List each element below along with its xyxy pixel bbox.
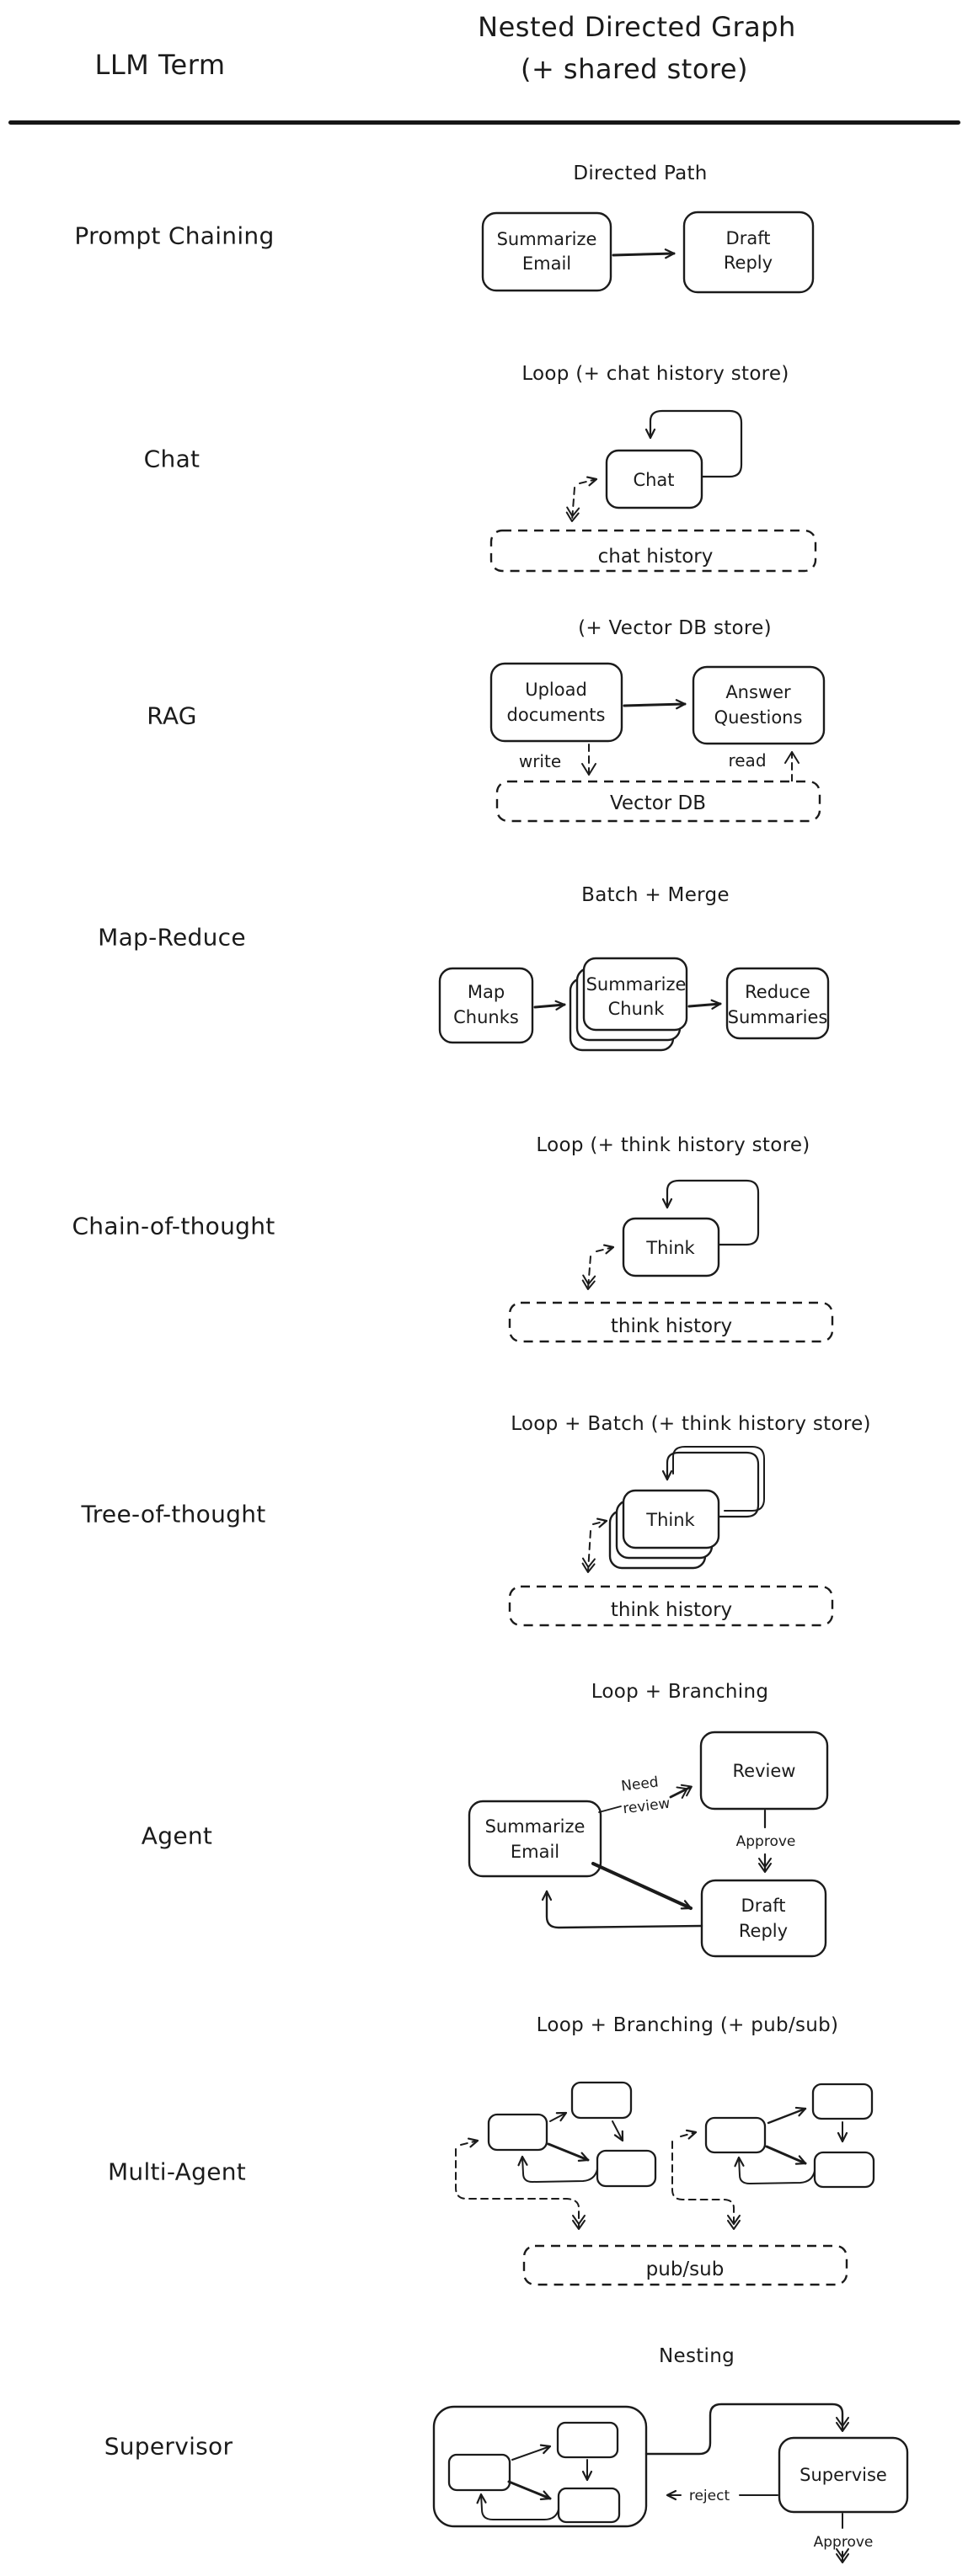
diagram-tree-of-thought	[472, 1432, 876, 1638]
diagram-prompt-chaining	[455, 194, 859, 312]
term-chain-of-thought: Chain-of-thought	[72, 1212, 275, 1240]
reduce-summaries-node	[727, 968, 828, 1038]
think-node-tree-label: Think	[646, 1510, 695, 1530]
header-term-column-label: LLM Term	[94, 49, 226, 81]
read-edge-label: read	[728, 750, 767, 771]
chat-node-label: Chat	[633, 470, 675, 490]
upload-documents-label-line1: Upload	[525, 680, 587, 700]
think-to-store-dashed-arrow	[588, 1256, 591, 1288]
approve-edge-label: Approve	[735, 1833, 796, 1850]
diagram-supervisor	[421, 2392, 944, 2576]
think-node-label: Think	[646, 1238, 695, 1258]
summarize-chunk-label-line1: Summarize	[586, 974, 687, 995]
write-edge-label: write	[518, 751, 562, 771]
diagram-multi-agent	[447, 2072, 918, 2291]
pattern-title-loop-batch-think-history: Loop + Batch (+ think history store)	[511, 1413, 871, 1435]
diagram-chat	[472, 392, 859, 598]
arrow-summarize-to-draft-agent	[593, 1864, 691, 1908]
think-history-store-label: think history	[610, 1315, 733, 1337]
agent1-top-node	[572, 2083, 631, 2118]
think-history-store-label-tree: think history	[610, 1599, 733, 1621]
nested-top-node	[558, 2423, 618, 2457]
summarize-chunk-label-line2: Chunk	[607, 999, 665, 1019]
map-chunks-label-line2: Chunks	[453, 1007, 519, 1027]
agent2-left-to-bottom-arrow	[767, 2147, 805, 2163]
chat-to-store-dashed-arrow	[572, 488, 575, 520]
term-map-reduce: Map-Reduce	[98, 923, 246, 952]
pattern-title-vector-db-store: (+ Vector DB store)	[578, 617, 772, 639]
summarize-email-agent-label-line2: Email	[510, 1842, 560, 1862]
agent1-left-to-top-arrow	[550, 2113, 566, 2121]
vector-db-store-label: Vector DB	[609, 792, 707, 814]
summarize-email-label-line2: Email	[521, 253, 572, 274]
chat-entry-dashed-arrow	[580, 479, 596, 483]
answer-questions-label-line2: Questions	[714, 707, 803, 728]
arrow-need-review-to-review	[671, 1787, 691, 1797]
term-tree-of-thought: Tree-of-thought	[81, 1500, 266, 1528]
pattern-title-loop-think-history: Loop (+ think history store)	[536, 1134, 810, 1156]
think-tree-entry-dashed-arrow	[593, 1521, 607, 1524]
header-divider	[8, 120, 960, 125]
diagram-chain-of-thought	[472, 1171, 876, 1347]
upload-documents-node	[491, 664, 622, 741]
approve-edge-label-supervisor: Approve	[813, 2534, 874, 2551]
summarize-email-agent-label-line1: Summarize	[484, 1816, 586, 1837]
summarize-email-label-line1: Summarize	[496, 229, 597, 249]
agent2-top-node	[813, 2084, 872, 2119]
nested-left-node	[449, 2455, 510, 2490]
answer-questions-node	[693, 667, 824, 744]
agent2-left-to-top-arrow	[768, 2109, 805, 2123]
arrow-summarize-to-draft	[613, 253, 674, 255]
chat-history-store-label: chat history	[597, 546, 714, 568]
draft-reply-node-agent	[702, 1880, 826, 1956]
upload-documents-label-line2: documents	[506, 705, 606, 725]
return-arrow-draft-to-summarize	[547, 1891, 702, 1928]
header-graph-column-label-line1: Nested Directed Graph	[478, 11, 796, 43]
think-entry-dashed-arrow	[596, 1247, 613, 1251]
draft-reply-agent-label-line1: Draft	[741, 1896, 786, 1916]
draft-reply-label-line2: Reply	[723, 253, 773, 273]
arrow-upload-to-answer	[624, 704, 685, 706]
pattern-title-loop-chat-history: Loop (+ chat history store)	[521, 363, 789, 385]
answer-questions-label-line1: Answer	[725, 682, 791, 702]
agent2-bottom-node	[815, 2152, 874, 2187]
agent1-left-to-bottom-arrow	[548, 2144, 588, 2160]
review-label: Review	[732, 1761, 796, 1781]
pattern-title-nesting: Nesting	[658, 2345, 735, 2367]
agent1-entry-dashed-arrow	[461, 2141, 478, 2145]
header-graph-column-label-line2: (+ shared store)	[520, 53, 749, 85]
term-multi-agent: Multi-Agent	[107, 2157, 247, 2186]
term-prompt-chaining: Prompt Chaining	[74, 221, 275, 250]
reduce-summaries-label-line2: Summaries	[727, 1007, 828, 1027]
diagram-agent	[438, 1718, 910, 1971]
term-agent: Agent	[141, 1821, 213, 1850]
supervise-label: Supervise	[800, 2465, 887, 2485]
pattern-title-directed-path: Directed Path	[573, 163, 708, 184]
map-chunks-node	[440, 968, 532, 1043]
agent2-entry-dashed-arrow	[681, 2132, 696, 2136]
summarize-email-node	[483, 213, 611, 291]
need-review-leader-line	[599, 1806, 621, 1812]
think-tree-to-store-dashed-arrow	[588, 1531, 591, 1571]
draft-reply-agent-label-line2: Reply	[738, 1921, 789, 1941]
reduce-summaries-label-line1: Reduce	[745, 982, 810, 1002]
pattern-title-loop-branching: Loop + Branching	[591, 1681, 769, 1703]
agent1-top-to-bottom-arrow	[612, 2121, 623, 2141]
agent1-bottom-node	[597, 2151, 655, 2186]
agent2-left-node	[706, 2118, 765, 2152]
pattern-title-loop-branching-pubsub: Loop + Branching (+ pub/sub)	[536, 2014, 839, 2036]
summarize-email-node-agent	[469, 1801, 601, 1876]
arrow-map-to-summarize	[535, 1005, 564, 1007]
pubsub-store-label: pub/sub	[645, 2259, 725, 2280]
draft-reply-label-line1: Draft	[725, 228, 771, 248]
need-review-label-line2: review	[622, 1795, 671, 1818]
agent1-left-node	[489, 2115, 547, 2150]
term-chat: Chat	[143, 445, 201, 473]
agent1-to-pubsub-dashed-path	[456, 2149, 579, 2228]
reject-edge-label: reject	[688, 2488, 730, 2504]
arrow-summarize-to-reduce	[689, 1004, 720, 1006]
term-rag: RAG	[147, 701, 197, 730]
diagram-map-reduce	[421, 918, 910, 1061]
need-review-label-line1: Need	[620, 1773, 660, 1795]
map-chunks-label-line1: Map	[467, 982, 505, 1002]
agent2-to-pubsub-dashed-path	[672, 2141, 734, 2228]
term-supervisor: Supervisor	[104, 2432, 233, 2461]
nested-bottom-node	[559, 2488, 619, 2522]
diagram-rag	[472, 648, 876, 829]
pattern-title-batch-merge: Batch + Merge	[581, 884, 730, 906]
